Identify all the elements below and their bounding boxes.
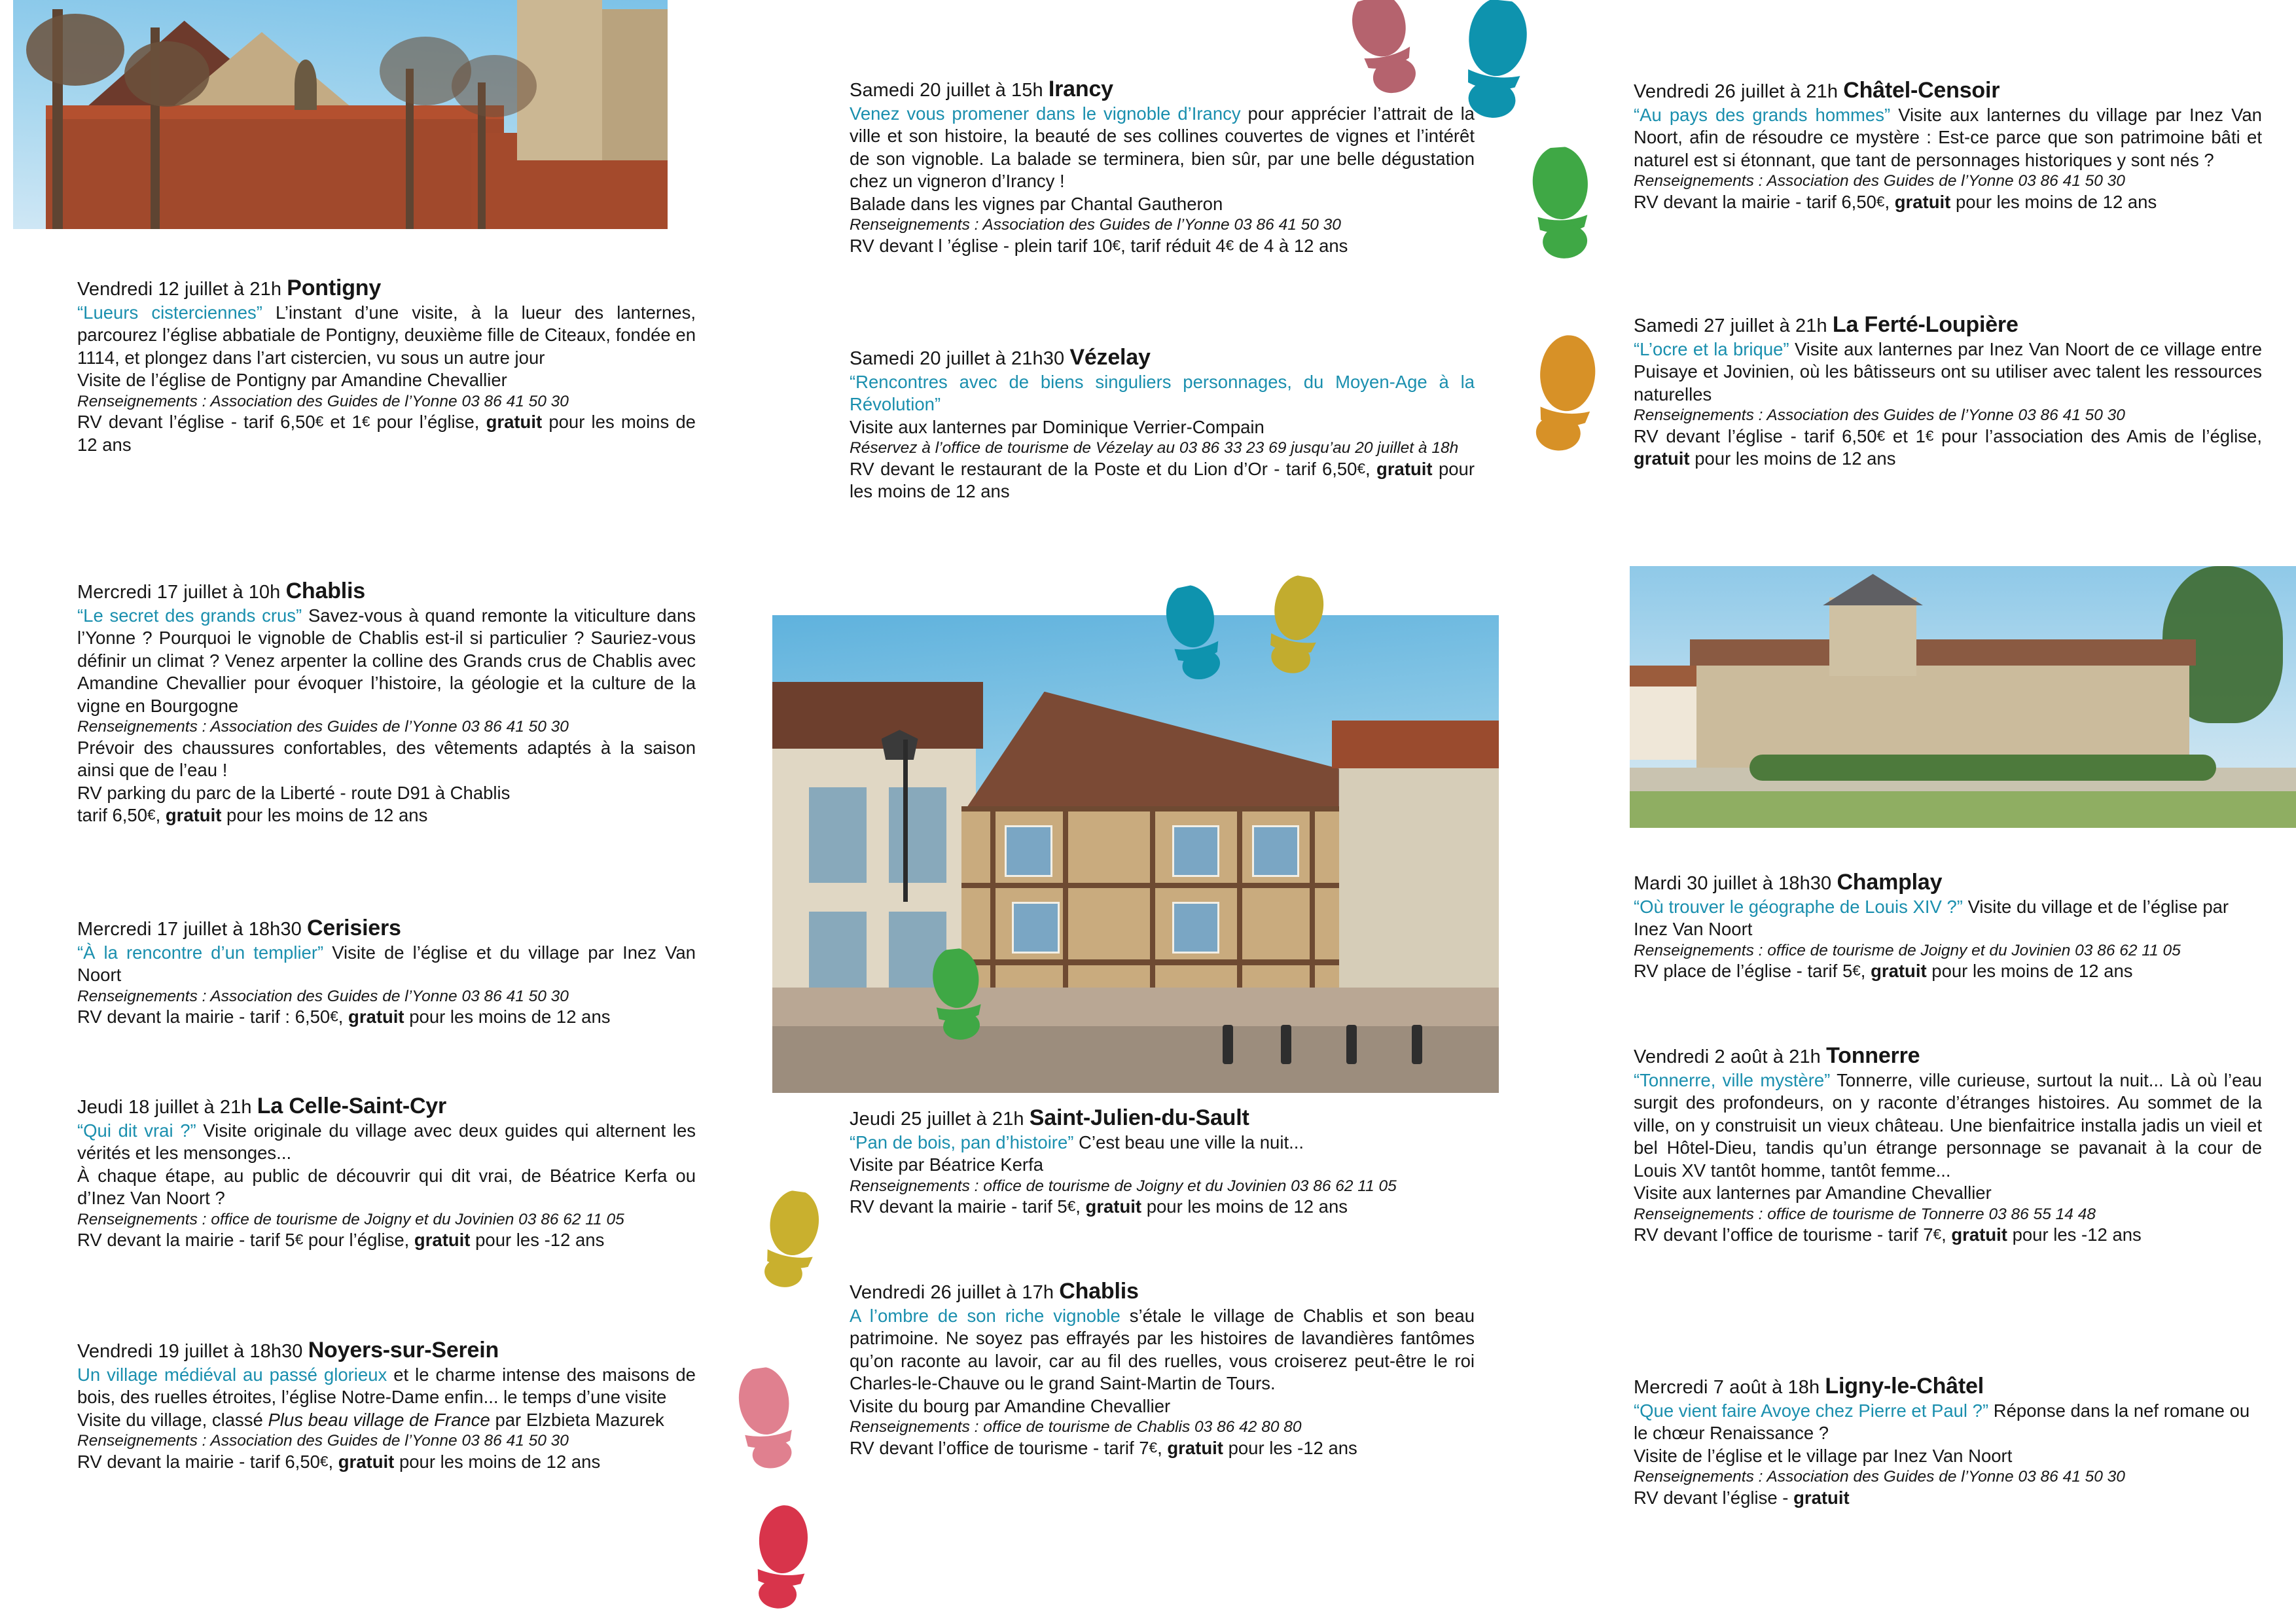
event-info: Renseignements : Association des Guides de l’Yonne 03 86 41 50 30 xyxy=(77,987,569,1005)
event-info: Renseignements : Association des Guides de l’Yonne 03 86 41 50 30 xyxy=(77,718,569,736)
event-rendezvous: RV place de l’église - tarif 5€, gratuit pour les moins de 12 ans xyxy=(1634,961,2133,982)
event-rendezvous: RV devant la mairie - tarif 5€, gratuit pour les moins de 12 ans xyxy=(850,1196,1348,1217)
event-info: Renseignements : office de tourisme de Chablis 03 86 42 80 80 xyxy=(850,1418,1302,1436)
event-vezelay xyxy=(850,346,1475,503)
event-info: Renseignements : Association des Guides de l’Yonne 03 86 41 50 30 xyxy=(1634,406,2125,425)
event-pontigny xyxy=(77,276,696,456)
pontigny-abbey-photo xyxy=(13,0,668,229)
event-date-place: Samedi 20 juillet à 21h30 Vézelay xyxy=(850,345,1151,370)
event-info: Renseignements : office de tourisme de Joigny et du Jovinien 03 86 62 11 05 xyxy=(850,1177,1397,1195)
event-chatel-censoir xyxy=(1634,79,2262,213)
event-rendezvous: RV devant l’église - tarif 6,50€ et 1€ pour l’association des Amis de l’église, gratuit pour les moins de 12 ans xyxy=(1634,425,2262,469)
event-rendezvous: RV devant la mairie - tarif 6,50€, gratuit pour les moins de 12 ans xyxy=(77,1451,601,1472)
footprint-yellow-icon xyxy=(753,1187,831,1293)
event-saint-julien-du-sault xyxy=(850,1106,1475,1219)
event-info: Renseignements : office de tourisme de Joigny et du Jovinien 03 86 62 11 05 xyxy=(77,1210,624,1228)
event-description: “Lueurs cisterciennes” L’instant d’une visite, à la lueur des lanternes, parcourez l’église abbatiale de Pontigny, deuxième fille de Citeaux, fondée en 1114, et plongez dans l’art cistercien, vu sous un autre jour xyxy=(77,302,696,368)
event-date-place: Mercredi 17 juillet à 18h30 Cerisiers xyxy=(77,916,401,940)
event-la-celle-saint-cyr xyxy=(77,1094,696,1252)
event-date-place: Vendredi 12 juillet à 21h Pontigny xyxy=(77,276,382,300)
event-description: “Le secret des grands crus” Savez-vous à quand remonte la viticulture dans l’Yonne ? Pourquoi le vignoble de Chablis est-il si particulier ? Sauriez-vous définir un climat ? Venez arpenter la colline des Grands crus de Chablis avec Amandine Chevallier pour évoquer l’histoire, la géologie et la culture de la vigne en Bourgogne xyxy=(77,605,696,716)
event-chablis-26 xyxy=(850,1279,1475,1459)
event-rendezvous: RV devant l’église - gratuit xyxy=(1634,1487,1850,1508)
event-guide: Visite aux lanternes par Dominique Verrier-Compain xyxy=(850,416,1265,437)
footprint-orange-icon xyxy=(1524,332,1605,455)
event-description: “Tonnerre, ville mystère” Tonnerre, ville curieuse, surtout la nuit... Là où l’eau surgit des profondeurs, on y raconte d’étranges histoires. Au sommet de la ville, on y construisit un vieux château. Une bienfaitrice installa jadis un vieil et bel Hôtel-Dieu, tandis qu’un étrange personnage se pavanait à la cour de Louis XV tantôt homme, tantôt femme... xyxy=(1634,1069,2262,1181)
event-date-place: Samedi 27 juillet à 21h La Ferté-Loupière xyxy=(1634,312,2018,337)
event-price: tarif 6,50€, gratuit pour les moins de 12 ans xyxy=(77,805,428,826)
event-description: “Où trouver le géographe de Louis XIV ?” Visite du village et de l’église par Inez Van Noort xyxy=(1634,896,2229,940)
footprint-red-icon xyxy=(746,1503,819,1613)
event-champlay xyxy=(1634,870,2262,983)
event-note: Prévoir des chaussures confortables, des vêtements adaptés à la saison ainsi que de l’eau ! xyxy=(77,737,696,781)
event-date-place: Jeudi 18 juillet à 21h La Celle-Saint-Cyr xyxy=(77,1094,447,1118)
event-tonnerre xyxy=(1634,1044,2262,1247)
event-date-place: Mardi 30 juillet à 18h30 Champlay xyxy=(1634,870,1943,895)
event-guide: Visite par Béatrice Kerfa xyxy=(850,1154,1044,1175)
event-guide: Visite de l’église de Pontigny par Amandine Chevallier xyxy=(77,370,507,391)
footprint-green-icon xyxy=(1521,145,1602,260)
event-date-place: Jeudi 25 juillet à 21h Saint-Julien-du-Sault xyxy=(850,1105,1249,1130)
event-date-place: Mercredi 17 juillet à 10h Chablis xyxy=(77,579,365,603)
event-ligny-le-chatel xyxy=(1634,1374,2262,1509)
event-date-place: Vendredi 19 juillet à 18h30 Noyers-sur-Serein xyxy=(77,1338,499,1363)
event-rendezvous: RV devant la mairie - tarif 5€ pour l’église, gratuit pour les -12 ans xyxy=(77,1230,605,1251)
event-description: A l’ombre de son riche vignoble s’étale le village de Chablis et son beau patrimoine. Ne soyez pas effrayés par les histoires de lavandières fantômes qu’on raconte au lavoir, car au fil des ruelles, vous croiserez peut-être le roi Charles-le-Chauve ou le grand Saint-Martin de Tours. xyxy=(850,1305,1475,1394)
event-guide: Balade dans les vignes par Chantal Gautheron xyxy=(850,193,1223,214)
event-info: Réservez à l’office de tourisme de Vézelay au 03 86 33 23 69 jusqu’au 20 juillet à 18h xyxy=(850,439,1459,457)
event-info: Renseignements : Association des Guides de l’Yonne 03 86 41 50 30 xyxy=(77,1432,569,1450)
event-date-place: Vendredi 26 juillet à 21h Châtel-Censoir xyxy=(1634,78,2000,103)
event-info: Renseignements : Association des Guides de l’Yonne 03 86 41 50 30 xyxy=(1634,1468,2125,1486)
event-rendezvous: RV devant la mairie - tarif : 6,50€, gratuit pour les moins de 12 ans xyxy=(77,1007,611,1027)
event-description: “Que vient faire Avoye chez Pierre et Paul ?” Réponse dans la nef romane ou le chœur Renaissance ? xyxy=(1634,1400,2250,1444)
event-guide: Visite aux lanternes par Amandine Chevallier xyxy=(1634,1183,1992,1204)
footprint-pink-icon xyxy=(726,1364,807,1474)
rural-church-photo xyxy=(1630,566,2296,828)
event-guide: Visite de l’église et le village par Inez Van Noort xyxy=(1634,1445,2013,1466)
event-date-place: Vendredi 26 juillet à 17h Chablis xyxy=(850,1279,1139,1304)
event-description: “Qui dit vrai ?” Visite originale du village avec deux guides qui alternent les vérités et les mensonges... xyxy=(77,1120,696,1164)
event-description: “L’ocre et la brique” Visite aux lanternes par Inez Van Noort de ce village entre Puisaye et Jovinien, où les bâtisseurs ont su utiliser avec talent les ressources naturelles xyxy=(1634,338,2262,404)
event-rendezvous: RV devant l’église - tarif 6,50€ et 1€ pour l’église, gratuit pour les moins de 12 ans xyxy=(77,412,696,455)
event-description: Un village médiéval au passé glorieux et le charme intense des maisons de bois, des ruelles étroites, l’église Notre-Dame enfin... le temps d’une visite xyxy=(77,1364,696,1408)
event-chablis-17 xyxy=(77,579,696,827)
event-info: Renseignements : office de tourisme de Tonnerre 03 86 55 14 48 xyxy=(1634,1205,2096,1223)
event-description: “Pan de bois, pan d’histoire” C’est beau une ville la nuit... xyxy=(850,1132,1304,1152)
event-guide: Visite du village, classé Plus beau village de France par Elzbieta Mazurek xyxy=(77,1409,664,1430)
event-cerisiers xyxy=(77,916,696,1029)
half-timbered-village-photo xyxy=(772,615,1499,1093)
footprint-green-small-icon xyxy=(922,946,994,1043)
event-info: Renseignements : Association des Guides de l’Yonne 03 86 41 50 30 xyxy=(77,392,569,410)
event-info: Renseignements : Association des Guides de l’Yonne 03 86 41 50 30 xyxy=(1634,172,2125,190)
event-rendezvous: RV devant le restaurant de la Poste et du Lion d’Or - tarif 6,50€, gratuit pour les moins de 12 ans xyxy=(850,458,1475,502)
event-irancy xyxy=(850,77,1475,257)
event-info: Renseignements : Association des Guides de l’Yonne 03 86 41 50 30 xyxy=(850,216,1341,234)
event-date-place: Vendredi 2 août à 21h Tonnerre xyxy=(1634,1043,1920,1068)
event-info: Renseignements : office de tourisme de Joigny et du Jovinien 03 86 62 11 05 xyxy=(1634,941,2181,959)
event-noyers-sur-serein xyxy=(77,1338,696,1473)
event-description: Venez vous promener dans le vignoble d’Irancy pour apprécier l’attrait de la ville et son histoire, la beauté de ses collines couvertes de vignes et l’intérêt de son vignoble. La balade se terminera, bien sûr, par une belle dégustation chez un vigneron d’Irancy ! xyxy=(850,103,1475,192)
event-description: “Au pays des grands hommes” Visite aux lanternes du village par Inez Van Noort, afin de résoudre ce mystère : Est-ce parce que son patrimoine bâti et naturel est si étonnant, que tant de personnages historiques y sont nés ? xyxy=(1634,104,2262,170)
event-la-ferte-loupiere xyxy=(1634,313,2262,471)
event-rendezvous: RV devant l ’église - plein tarif 10€, tarif réduit 4€ de 4 à 12 ans xyxy=(850,235,1348,256)
event-rendezvous: RV devant l’office de tourisme - tarif 7€, gratuit pour les -12 ans xyxy=(1634,1224,2142,1245)
event-rendezvous: RV devant l’office de tourisme - tarif 7€, gratuit pour les -12 ans xyxy=(850,1437,1357,1458)
event-rendezvous: RV devant la mairie - tarif 6,50€, gratuit pour les moins de 12 ans xyxy=(1634,191,2157,212)
event-rendezvous-line: RV parking du parc de la Liberté - route D91 à Chablis xyxy=(77,782,511,803)
event-date-place: Samedi 20 juillet à 15h Irancy xyxy=(850,77,1113,101)
event-description: “À la rencontre d’un templier” Visite de l’église et du village par Inez Van Noort xyxy=(77,942,696,986)
event-description: “Rencontres avec de biens singuliers personnages, du Moyen-Age à la Révolution” xyxy=(850,371,1475,415)
event-guide: Visite du bourg par Amandine Chevallier xyxy=(850,1395,1171,1416)
event-date-place: Mercredi 7 août à 18h Ligny-le-Châtel xyxy=(1634,1374,1984,1399)
event-note: À chaque étape, au public de découvrir qui dit vrai, de Béatrice Kerfa ou d’Inez Van Noort ? xyxy=(77,1165,696,1209)
